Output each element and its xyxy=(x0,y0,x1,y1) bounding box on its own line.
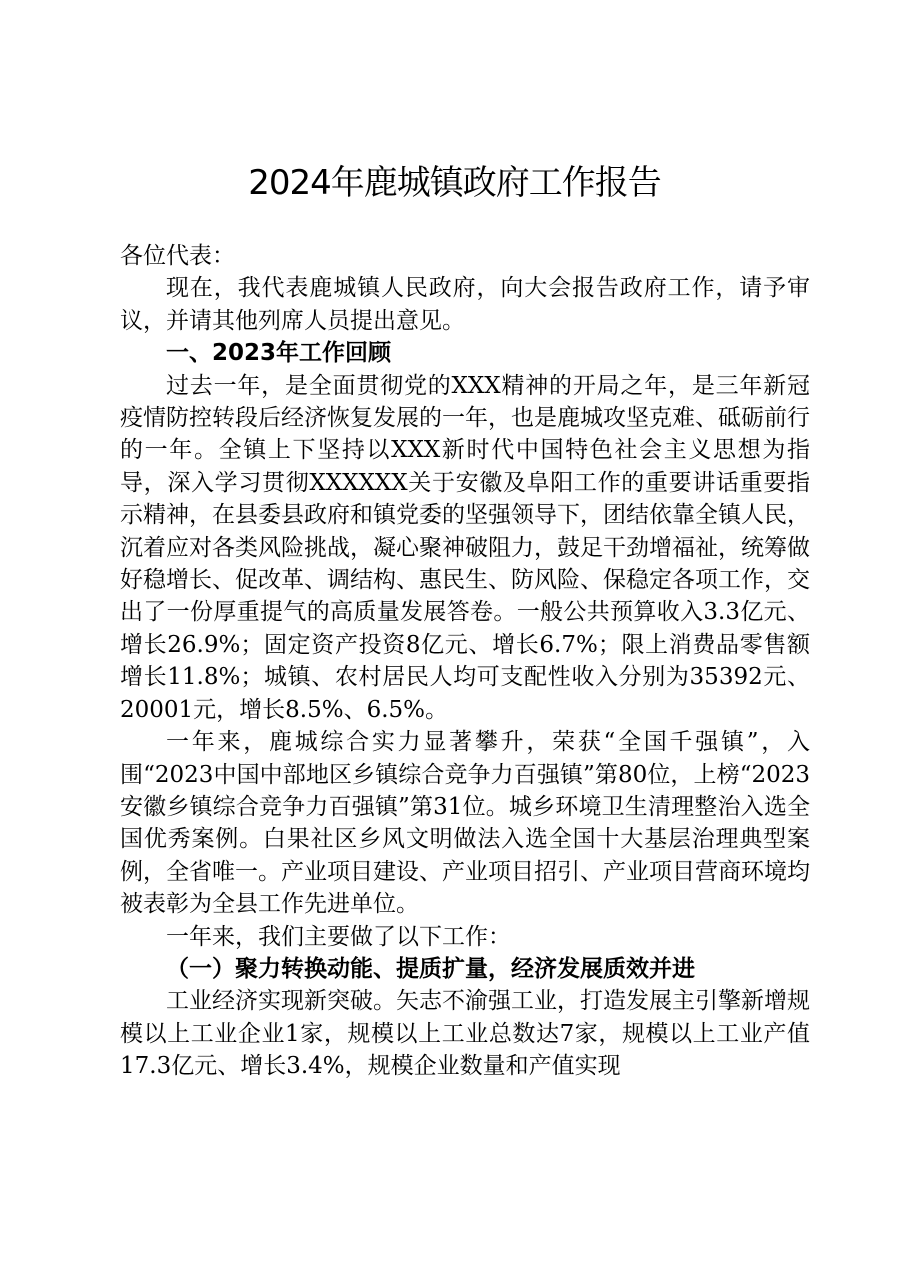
salutation: 各位代表： xyxy=(120,243,235,269)
document-title: 2024年鹿城镇政府工作报告 xyxy=(248,163,661,203)
paragraph: 工业经济实现新突破。矢志不渝强工业，打造发展主引擎新增规模以上工业企业1家，规模以上工业总数达7家，规模以上工业产值17.3亿元、增长3.4%，规模企业数量和产值实现 xyxy=(120,988,810,1080)
paragraph: 现在，我代表鹿城镇人民政府，向大会报告政府工作，请予审议，并请其他列席人员提出意见。 xyxy=(120,275,810,334)
document-body xyxy=(120,240,810,1083)
section-heading: 一、2023年工作回顾 xyxy=(166,340,392,367)
subsection-heading: （一）聚力转换动能、提质扩量，经济发展质效并进 xyxy=(166,954,695,982)
paragraph: 过去一年，是全面贯彻党的XXX精神的开局之年，是三年新冠疫情防控转段后经济恢复发展的一年，也是鹿城攻坚克难、砥砺前行的一年。全镇上下坚持以XXX新时代中国特色社会主义思想为指导，深入学习贯彻XXXXXX关于安徽及阜阳工作的重要讲话重要指示精神，在县委县政府和镇党委的坚强领导下，团结依靠全镇人民，沉着应对各类风险挑战，凝心聚神破阻力，鼓足干劲增福祉，统筹做好稳增长、促改革、调结构、惠民生、防风险、保稳定各项工作，交出了一份厚重提气的高质量发展答卷。一般公共预算收入3.3亿元、增长26.9%；固定资产投资8亿元、增长6.7%；限上消费品零售额增长11.8%；城镇、农村居民人均可支配性收入分别为35392元、20001元，增长8.5%、6.5%。 xyxy=(120,372,810,723)
paragraph: 一年来，鹿城综合实力显著攀升，荣获“全国千强镇”，入围“2023中国中部地区乡镇综合竞争力百强镇”第80位，上榜“2023安徽乡镇综合竞争力百强镇”第31位。城乡环境卫生清理整治入选全国优秀案例。白果社区乡风文明做法入选全国十大基层治理典型案例，全省唯一。产业项目建设、产业项目招引、产业项目营商环境均被表彰为全县工作先进单位。 xyxy=(120,729,810,918)
paragraph: 一年来，我们主要做了以下工作： xyxy=(166,923,511,950)
